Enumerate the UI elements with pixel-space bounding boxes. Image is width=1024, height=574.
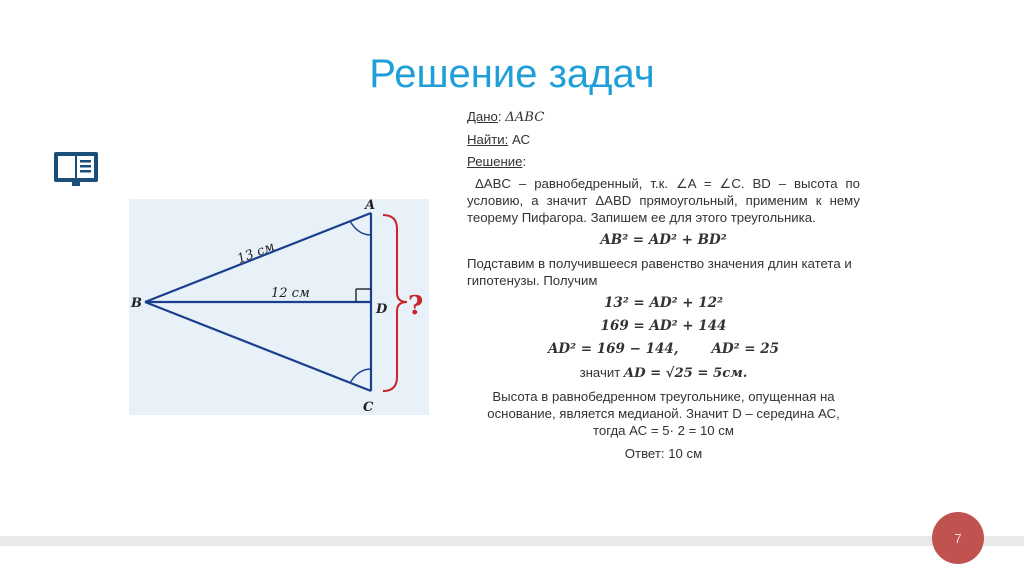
paragraph-3-line-1: Высота в равнобедренном треугольнике, опущенная на: [492, 389, 835, 404]
footer-bar: [0, 536, 1024, 546]
paragraph-2: Подставим в получившееся равенство значения длин катета и гипотенузы. Получим: [467, 256, 852, 288]
answer-line: Ответ: 10 см: [624, 446, 703, 461]
vertex-d-label: D: [376, 302, 388, 317]
paragraph-3-line-2: основание, является медианой. Значит D – середина АС,: [487, 406, 840, 421]
find-value: АС: [511, 132, 530, 147]
paragraph-3-line-3: тогда АС = 5· 2 = 10 см: [593, 423, 734, 438]
formula-result-a: AD² = 169 − 144,: [547, 341, 679, 357]
given-line: Дано: ΔABC: [467, 109, 545, 125]
formula-pythagoras: AB² = AD² + BD²: [600, 232, 727, 248]
vertex-b-label: B: [131, 296, 142, 311]
page-number-badge: 7: [932, 512, 984, 564]
question-mark: ?: [408, 291, 424, 321]
given-value: ΔABC: [505, 110, 545, 125]
formula-result: [467, 341, 860, 358]
vertex-a-label: A: [365, 199, 376, 213]
solution-text: [467, 108, 860, 462]
formula-substitution: 13² = AD² + 12²: [604, 295, 723, 311]
vertex-c-label: C: [363, 400, 374, 415]
conclusion-formula: AD = √25 = 5см.: [623, 366, 748, 381]
slide-title: Решение задач: [369, 52, 655, 96]
side-label-ab: 13 см: [235, 239, 277, 268]
find-line: [467, 131, 860, 148]
height-label-bd: 12 см: [271, 286, 310, 301]
conclusion-line: [467, 364, 860, 382]
solution-line: Решение:: [467, 154, 527, 169]
formula-squares: 169 = AD² + 144: [600, 318, 727, 334]
find-label: Найти:: [467, 132, 509, 147]
triangle-figure: [129, 199, 429, 415]
paragraph-1: ΔABC – равнобедренный, т.к. ∠A = ∠C. BD – высота по условию, а значит ΔABD прямоугольный, применим к нему теорему Пифагора. Запишем ее для этого треугольника.: [467, 176, 860, 225]
solution-label: Решение: [467, 154, 523, 169]
given-label: Дано: [467, 109, 498, 124]
book-icon: [52, 148, 100, 188]
formula-result-b: AD² = 25: [711, 341, 780, 357]
conclusion-prefix: значит: [579, 365, 621, 380]
